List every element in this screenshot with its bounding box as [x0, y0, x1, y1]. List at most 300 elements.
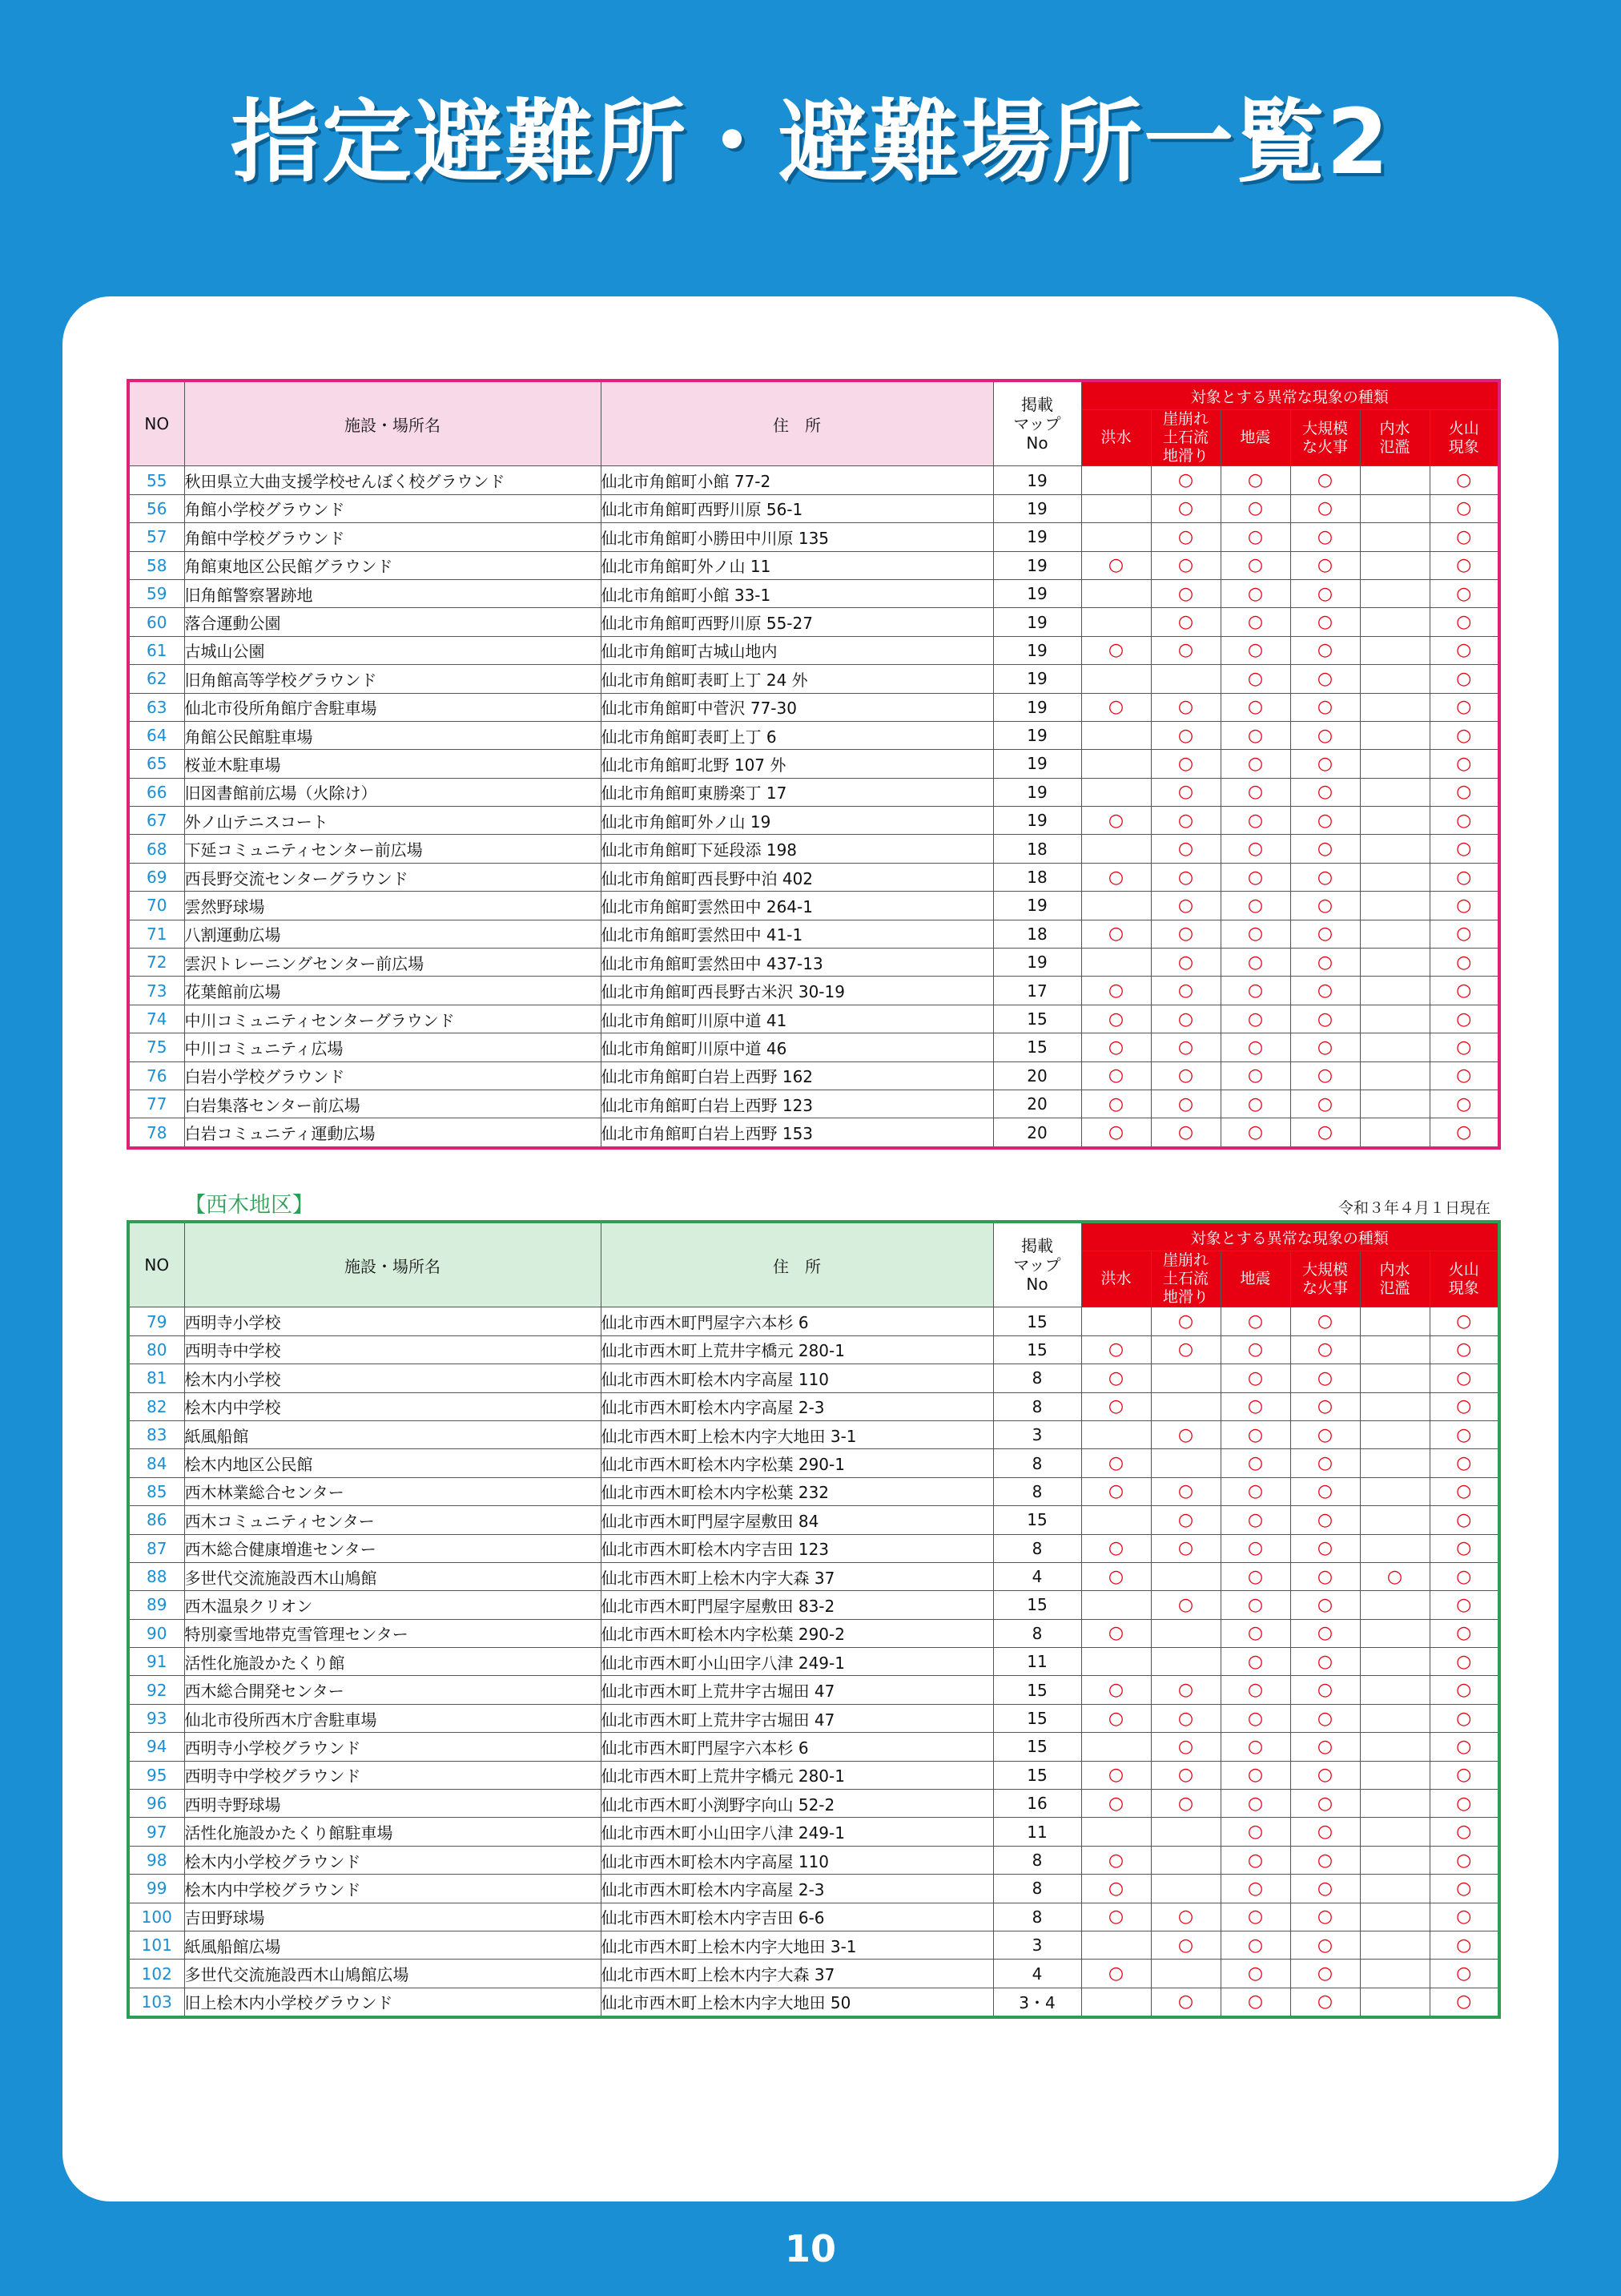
- hazard-mark: ○: [1221, 1875, 1290, 1903]
- hazard-mark: ○: [1081, 1903, 1151, 1931]
- hazard-cell-empty: [1360, 466, 1430, 494]
- facility-name: 旧角館警察署跡地: [184, 579, 601, 607]
- hazard-cell-empty: [1360, 778, 1430, 806]
- table-row: [128, 1118, 1499, 1148]
- table-row: [128, 523, 1499, 551]
- hazard-cell-empty: [1081, 1988, 1151, 2017]
- map-no: 19: [993, 665, 1081, 693]
- row-no: 84: [128, 1449, 184, 1477]
- hazard-mark: ○: [1430, 494, 1499, 522]
- hazard-cell-empty: [1081, 523, 1151, 551]
- table-row: [128, 494, 1499, 522]
- facility-address: 仙北市角館町外ノ山 11: [601, 551, 993, 579]
- row-no: 85: [128, 1477, 184, 1505]
- hazard-mark: ○: [1430, 1676, 1499, 1704]
- map-no: 11: [993, 1648, 1081, 1676]
- facility-address: 仙北市西木町上荒井字古堀田 47: [601, 1676, 993, 1704]
- map-no: 8: [993, 1364, 1081, 1392]
- hazard-mark: ○: [1221, 608, 1290, 636]
- hazard-mark: ○: [1430, 863, 1499, 891]
- facility-name: 桜並木駐車場: [184, 750, 601, 778]
- hazard-mark: ○: [1221, 1591, 1290, 1619]
- row-no: 103: [128, 1988, 184, 2017]
- facility-name: 八割運動広場: [184, 920, 601, 948]
- hazard-mark: ○: [1430, 1619, 1499, 1647]
- hazard-mark: ○: [1221, 1534, 1290, 1562]
- hazard-cell-empty: [1081, 721, 1151, 749]
- hazard-mark: ○: [1430, 1988, 1499, 2017]
- facility-address: 仙北市角館町東勝楽丁 17: [601, 778, 993, 806]
- hazard-cell-empty: [1081, 835, 1151, 863]
- hazard-cell-empty: [1360, 1033, 1430, 1061]
- hazard-mark: ○: [1221, 1846, 1290, 1874]
- map-no: 15: [993, 1676, 1081, 1704]
- table-row: [128, 1005, 1499, 1033]
- facility-name: 吉田野球場: [184, 1903, 601, 1931]
- hazard-mark: ○: [1290, 1420, 1360, 1448]
- hazard-mark: ○: [1290, 1818, 1360, 1846]
- hazard-cell-empty: [1360, 750, 1430, 778]
- map-no: 8: [993, 1875, 1081, 1903]
- facility-name: 角館中学校グラウンド: [184, 523, 601, 551]
- hazard-cell-empty: [1360, 1931, 1430, 1959]
- hazard-cell-empty: [1360, 1619, 1430, 1647]
- hazard-cell-empty: [1081, 1931, 1151, 1959]
- map-no: 19: [993, 750, 1081, 778]
- hazard-mark: ○: [1151, 1420, 1221, 1448]
- map-no: 4: [993, 1562, 1081, 1590]
- hazard-mark: ○: [1290, 1790, 1360, 1818]
- header-hazard-volcano: 火山 現象: [1430, 1251, 1499, 1307]
- facility-address: 仙北市西木町上桧木内字大地田 3-1: [601, 1931, 993, 1959]
- map-no: 18: [993, 835, 1081, 863]
- facility-name: 旧角館高等学校グラウンド: [184, 665, 601, 693]
- facility-address: 仙北市西木町桧木内字高屋 110: [601, 1846, 993, 1874]
- hazard-cell-empty: [1151, 1648, 1221, 1676]
- hazard-mark: ○: [1290, 579, 1360, 607]
- hazard-cell-empty: [1151, 1392, 1221, 1420]
- hazard-mark: ○: [1290, 1988, 1360, 2017]
- hazard-mark: ○: [1290, 1061, 1360, 1090]
- table-row: [128, 778, 1499, 806]
- facility-name: 西木コミュニティセンター: [184, 1506, 601, 1534]
- hazard-mark: ○: [1221, 1449, 1290, 1477]
- hazard-mark: ○: [1221, 1676, 1290, 1704]
- hazard-mark: ○: [1221, 807, 1290, 835]
- hazard-cell-empty: [1360, 1818, 1430, 1846]
- hazard-mark: ○: [1290, 693, 1360, 721]
- row-no: 79: [128, 1307, 184, 1335]
- hazard-mark: ○: [1290, 1005, 1360, 1033]
- facility-address: 仙北市角館町雲然田中 41-1: [601, 920, 993, 948]
- map-no: 8: [993, 1903, 1081, 1931]
- table-row: [128, 750, 1499, 778]
- header-hazard-inland-flood: 内水 氾濫: [1360, 410, 1430, 466]
- hazard-mark: ○: [1081, 1562, 1151, 1590]
- facility-address: 仙北市角館町西長野古米沢 30-19: [601, 977, 993, 1005]
- hazard-mark: ○: [1081, 636, 1151, 664]
- table-row: [128, 807, 1499, 835]
- facility-name: 白岩集落センター前広場: [184, 1090, 601, 1118]
- hazard-mark: ○: [1290, 1931, 1360, 1959]
- table-row: [128, 1307, 1499, 1335]
- hazard-mark: ○: [1290, 1033, 1360, 1061]
- hazard-mark: ○: [1290, 1591, 1360, 1619]
- hazard-mark: ○: [1430, 608, 1499, 636]
- table-row: [128, 1506, 1499, 1534]
- header-no: NO: [128, 1222, 184, 1307]
- hazard-cell-empty: [1081, 1733, 1151, 1761]
- facility-name: 角館小学校グラウンド: [184, 494, 601, 522]
- hazard-cell-empty: [1081, 494, 1151, 522]
- header-map-no: 掲載 マップ No: [993, 1222, 1081, 1307]
- hazard-mark: ○: [1151, 1506, 1221, 1534]
- map-no: 15: [993, 1761, 1081, 1789]
- facility-address: 仙北市西木町桧木内字松葉 232: [601, 1477, 993, 1505]
- hazard-cell-empty: [1151, 1846, 1221, 1874]
- facility-address: 仙北市西木町上桧木内字大森 37: [601, 1562, 993, 1590]
- facility-name: 多世代交流施設西木山鳩館: [184, 1562, 601, 1590]
- hazard-mark: ○: [1151, 1761, 1221, 1789]
- facility-name: 西木総合開発センター: [184, 1676, 601, 1704]
- hazard-mark: ○: [1151, 636, 1221, 664]
- hazard-mark: ○: [1290, 1449, 1360, 1477]
- table-row: [128, 977, 1499, 1005]
- hazard-mark: ○: [1221, 523, 1290, 551]
- table-row: [128, 892, 1499, 920]
- hazard-mark: ○: [1290, 1960, 1360, 1988]
- hazard-mark: ○: [1151, 1005, 1221, 1033]
- facility-address: 仙北市西木町門屋字六本杉 6: [601, 1307, 993, 1335]
- hazard-mark: ○: [1221, 1090, 1290, 1118]
- hazard-cell-empty: [1360, 863, 1430, 891]
- facility-address: 仙北市西木町桧木内字松葉 290-1: [601, 1449, 993, 1477]
- hazard-mark: ○: [1221, 1307, 1290, 1335]
- hazard-cell-empty: [1360, 1704, 1430, 1732]
- hazard-mark: ○: [1151, 920, 1221, 948]
- facility-address: 仙北市角館町川原中道 46: [601, 1033, 993, 1061]
- table-row: [128, 579, 1499, 607]
- map-no: 19: [993, 721, 1081, 749]
- hazard-mark: ○: [1151, 579, 1221, 607]
- hazard-mark: ○: [1430, 1477, 1499, 1505]
- hazard-cell-empty: [1360, 1061, 1430, 1090]
- facility-address: 仙北市西木町小渕野字向山 52-2: [601, 1790, 993, 1818]
- hazard-cell-empty: [1360, 523, 1430, 551]
- hazard-cell-empty: [1081, 1818, 1151, 1846]
- hazard-cell-empty: [1360, 1005, 1430, 1033]
- row-no: 72: [128, 949, 184, 977]
- hazard-mark: ○: [1221, 1818, 1290, 1846]
- hazard-cell-empty: [1360, 579, 1430, 607]
- row-no: 78: [128, 1118, 184, 1148]
- hazard-cell-empty: [1360, 1733, 1430, 1761]
- header-hazard-earthquake: 地震: [1221, 1251, 1290, 1307]
- table-row: [128, 1903, 1499, 1931]
- table-row: [128, 1033, 1499, 1061]
- hazard-mark: ○: [1151, 1335, 1221, 1364]
- map-no: 3: [993, 1420, 1081, 1448]
- facility-address: 仙北市角館町下延段添 198: [601, 835, 993, 863]
- hazard-mark: ○: [1081, 1005, 1151, 1033]
- row-no: 94: [128, 1733, 184, 1761]
- facility-address: 仙北市角館町表町上丁 24 外: [601, 665, 993, 693]
- hazard-mark: ○: [1221, 1960, 1290, 1988]
- row-no: 82: [128, 1392, 184, 1420]
- map-no: 16: [993, 1790, 1081, 1818]
- row-no: 91: [128, 1648, 184, 1676]
- facility-address: 仙北市角館町西野川原 55-27: [601, 608, 993, 636]
- row-no: 66: [128, 778, 184, 806]
- hazard-mark: ○: [1221, 636, 1290, 664]
- hazard-mark: ○: [1151, 1033, 1221, 1061]
- hazard-mark: ○: [1081, 1761, 1151, 1789]
- row-no: 101: [128, 1931, 184, 1959]
- header-name: 施設・場所名: [184, 1222, 601, 1307]
- hazard-cell-empty: [1360, 1846, 1430, 1874]
- facility-address: 仙北市角館町中菅沢 77-30: [601, 693, 993, 721]
- facility-name: 紙風船館広場: [184, 1931, 601, 1959]
- hazard-mark: ○: [1221, 863, 1290, 891]
- hazard-mark: ○: [1081, 1676, 1151, 1704]
- hazard-mark: ○: [1290, 551, 1360, 579]
- map-no: 19: [993, 579, 1081, 607]
- hazard-mark: ○: [1290, 1761, 1360, 1789]
- table-row: [128, 1392, 1499, 1420]
- table-row: [128, 551, 1499, 579]
- facility-address: 仙北市西木町桧木内字松葉 290-2: [601, 1619, 993, 1647]
- hazard-cell-empty: [1151, 1449, 1221, 1477]
- shelter-table-nishiki: [127, 1220, 1501, 2019]
- row-no: 75: [128, 1033, 184, 1061]
- facility-name: 中川コミュニティ広場: [184, 1033, 601, 1061]
- hazard-mark: ○: [1290, 1392, 1360, 1420]
- row-no: 77: [128, 1090, 184, 1118]
- facility-address: 仙北市角館町白岩上西野 123: [601, 1090, 993, 1118]
- row-no: 69: [128, 863, 184, 891]
- facility-address: 仙北市角館町雲然田中 264-1: [601, 892, 993, 920]
- hazard-mark: ○: [1151, 1931, 1221, 1959]
- header-name: 施設・場所名: [184, 381, 601, 466]
- table-row: [128, 835, 1499, 863]
- hazard-mark: ○: [1290, 949, 1360, 977]
- hazard-mark: ○: [1081, 1392, 1151, 1420]
- row-no: 70: [128, 892, 184, 920]
- facility-address: 仙北市角館町小勝田中川原 135: [601, 523, 993, 551]
- table-row: [128, 608, 1499, 636]
- hazard-mark: ○: [1221, 1733, 1290, 1761]
- hazard-mark: ○: [1151, 608, 1221, 636]
- hazard-mark: ○: [1151, 1591, 1221, 1619]
- hazard-mark: ○: [1221, 1704, 1290, 1732]
- facility-name: 桧木内中学校: [184, 1392, 601, 1420]
- hazard-mark: ○: [1221, 1790, 1290, 1818]
- hazard-mark: ○: [1290, 1733, 1360, 1761]
- hazard-mark: ○: [1430, 1733, 1499, 1761]
- facility-name: 特別豪雪地帯克雪管理センター: [184, 1619, 601, 1647]
- facility-name: 西木温泉クリオン: [184, 1591, 601, 1619]
- hazard-cell-empty: [1360, 693, 1430, 721]
- map-no: 19: [993, 949, 1081, 977]
- hazard-mark: ○: [1430, 523, 1499, 551]
- hazard-mark: ○: [1290, 608, 1360, 636]
- hazard-cell-empty: [1151, 665, 1221, 693]
- hazard-cell-empty: [1360, 1960, 1430, 1988]
- hazard-mark: ○: [1081, 920, 1151, 948]
- map-no: 18: [993, 863, 1081, 891]
- hazard-mark: ○: [1221, 1619, 1290, 1647]
- hazard-mark: ○: [1221, 1061, 1290, 1090]
- hazard-mark: ○: [1221, 1392, 1290, 1420]
- hazard-mark: ○: [1151, 494, 1221, 522]
- facility-address: 仙北市角館町雲然田中 437-13: [601, 949, 993, 977]
- hazard-cell-empty: [1360, 977, 1430, 1005]
- hazard-mark: ○: [1290, 835, 1360, 863]
- hazard-cell-empty: [1151, 1364, 1221, 1392]
- map-no: 19: [993, 523, 1081, 551]
- hazard-mark: ○: [1430, 665, 1499, 693]
- header-hazard-earthquake: 地震: [1221, 410, 1290, 466]
- facility-address: 仙北市西木町門屋字六本杉 6: [601, 1733, 993, 1761]
- hazard-mark: ○: [1290, 778, 1360, 806]
- map-no: 4: [993, 1960, 1081, 1988]
- hazard-mark: ○: [1221, 1420, 1290, 1448]
- table-row: [128, 1364, 1499, 1392]
- row-no: 88: [128, 1562, 184, 1590]
- hazard-mark: ○: [1430, 1931, 1499, 1959]
- row-no: 58: [128, 551, 184, 579]
- hazard-cell-empty: [1360, 1676, 1430, 1704]
- map-no: 20: [993, 1118, 1081, 1148]
- hazard-mark: ○: [1151, 949, 1221, 977]
- hazard-mark: ○: [1430, 1033, 1499, 1061]
- row-no: 92: [128, 1676, 184, 1704]
- hazard-mark: ○: [1430, 892, 1499, 920]
- hazard-mark: ○: [1290, 466, 1360, 494]
- header-map-no: 掲載 マップ No: [993, 381, 1081, 466]
- header-hazard-landslide: 崖崩れ 土石流 地滑り: [1151, 410, 1221, 466]
- hazard-mark: ○: [1430, 1506, 1499, 1534]
- hazard-mark: ○: [1151, 807, 1221, 835]
- hazard-mark: ○: [1081, 1364, 1151, 1392]
- hazard-mark: ○: [1081, 977, 1151, 1005]
- map-no: 8: [993, 1846, 1081, 1874]
- hazard-mark: ○: [1290, 1704, 1360, 1732]
- hazard-mark: ○: [1430, 1061, 1499, 1090]
- hazard-mark: ○: [1430, 1960, 1499, 1988]
- facility-address: 仙北市西木町桧木内字高屋 2-3: [601, 1392, 993, 1420]
- table-row: [128, 1818, 1499, 1846]
- row-no: 100: [128, 1903, 184, 1931]
- map-no: 8: [993, 1534, 1081, 1562]
- facility-address: 仙北市角館町北野 107 外: [601, 750, 993, 778]
- hazard-mark: ○: [1221, 977, 1290, 1005]
- facility-name: 西明寺中学校: [184, 1335, 601, 1364]
- hazard-mark: ○: [1430, 1761, 1499, 1789]
- map-no: 19: [993, 807, 1081, 835]
- header-hazard-group: 対象とする異常な現象の種類: [1081, 381, 1499, 410]
- hazard-mark: ○: [1081, 1090, 1151, 1118]
- row-no: 99: [128, 1875, 184, 1903]
- map-no: 3・4: [993, 1988, 1081, 2017]
- hazard-mark: ○: [1290, 494, 1360, 522]
- hazard-mark: ○: [1290, 665, 1360, 693]
- facility-name: 角館東地区公民館グラウンド: [184, 551, 601, 579]
- table-row: [128, 920, 1499, 948]
- hazard-cell-empty: [1151, 1818, 1221, 1846]
- map-no: 19: [993, 466, 1081, 494]
- hazard-mark: ○: [1430, 1449, 1499, 1477]
- map-no: 15: [993, 1591, 1081, 1619]
- map-no: 15: [993, 1506, 1081, 1534]
- hazard-mark: ○: [1221, 1988, 1290, 2017]
- facility-name: 角館公民館駐車場: [184, 721, 601, 749]
- hazard-cell-empty: [1360, 1534, 1430, 1562]
- facility-name: 桧木内中学校グラウンド: [184, 1875, 601, 1903]
- hazard-mark: ○: [1290, 892, 1360, 920]
- hazard-cell-empty: [1360, 1790, 1430, 1818]
- hazard-mark: ○: [1290, 1335, 1360, 1364]
- row-no: 81: [128, 1364, 184, 1392]
- hazard-mark: ○: [1151, 1676, 1221, 1704]
- hazard-cell-empty: [1081, 1307, 1151, 1335]
- hazard-mark: ○: [1290, 1648, 1360, 1676]
- hazard-mark: ○: [1221, 721, 1290, 749]
- facility-name: 秋田県立大曲支援学校せんぼく校グラウンド: [184, 466, 601, 494]
- hazard-mark: ○: [1081, 863, 1151, 891]
- facility-name: 紙風船館: [184, 1420, 601, 1448]
- table-row: [128, 1960, 1499, 1988]
- facility-address: 仙北市西木町上荒井字古堀田 47: [601, 1704, 993, 1732]
- hazard-mark: ○: [1290, 1090, 1360, 1118]
- hazard-mark: ○: [1430, 636, 1499, 664]
- hazard-mark: ○: [1430, 977, 1499, 1005]
- facility-address: 仙北市角館町古城山地内: [601, 636, 993, 664]
- hazard-mark: ○: [1430, 1307, 1499, 1335]
- hazard-mark: ○: [1151, 721, 1221, 749]
- map-no: 15: [993, 1005, 1081, 1033]
- hazard-mark: ○: [1430, 1903, 1499, 1931]
- hazard-cell-empty: [1360, 551, 1430, 579]
- map-no: 19: [993, 608, 1081, 636]
- hazard-mark: ○: [1221, 1931, 1290, 1959]
- header-address: 住 所: [601, 381, 993, 466]
- header-hazard-volcano: 火山 現象: [1430, 410, 1499, 466]
- hazard-mark: ○: [1430, 1704, 1499, 1732]
- hazard-cell-empty: [1360, 835, 1430, 863]
- header-hazard-fire: 大規模 な火事: [1290, 410, 1360, 466]
- map-no: 19: [993, 494, 1081, 522]
- facility-address: 仙北市角館町白岩上西野 162: [601, 1061, 993, 1090]
- row-no: 63: [128, 693, 184, 721]
- hazard-mark: ○: [1430, 1420, 1499, 1448]
- hazard-cell-empty: [1360, 665, 1430, 693]
- hazard-cell-empty: [1081, 466, 1151, 494]
- row-no: 87: [128, 1534, 184, 1562]
- hazard-cell-empty: [1360, 1449, 1430, 1477]
- hazard-mark: ○: [1151, 693, 1221, 721]
- hazard-mark: ○: [1151, 1733, 1221, 1761]
- hazard-cell-empty: [1360, 1591, 1430, 1619]
- map-no: 19: [993, 636, 1081, 664]
- row-no: 71: [128, 920, 184, 948]
- hazard-cell-empty: [1360, 949, 1430, 977]
- hazard-mark: ○: [1081, 1846, 1151, 1874]
- hazard-mark: ○: [1221, 551, 1290, 579]
- hazard-mark: ○: [1151, 1477, 1221, 1505]
- hazard-cell-empty: [1360, 1875, 1430, 1903]
- hazard-mark: ○: [1081, 1875, 1151, 1903]
